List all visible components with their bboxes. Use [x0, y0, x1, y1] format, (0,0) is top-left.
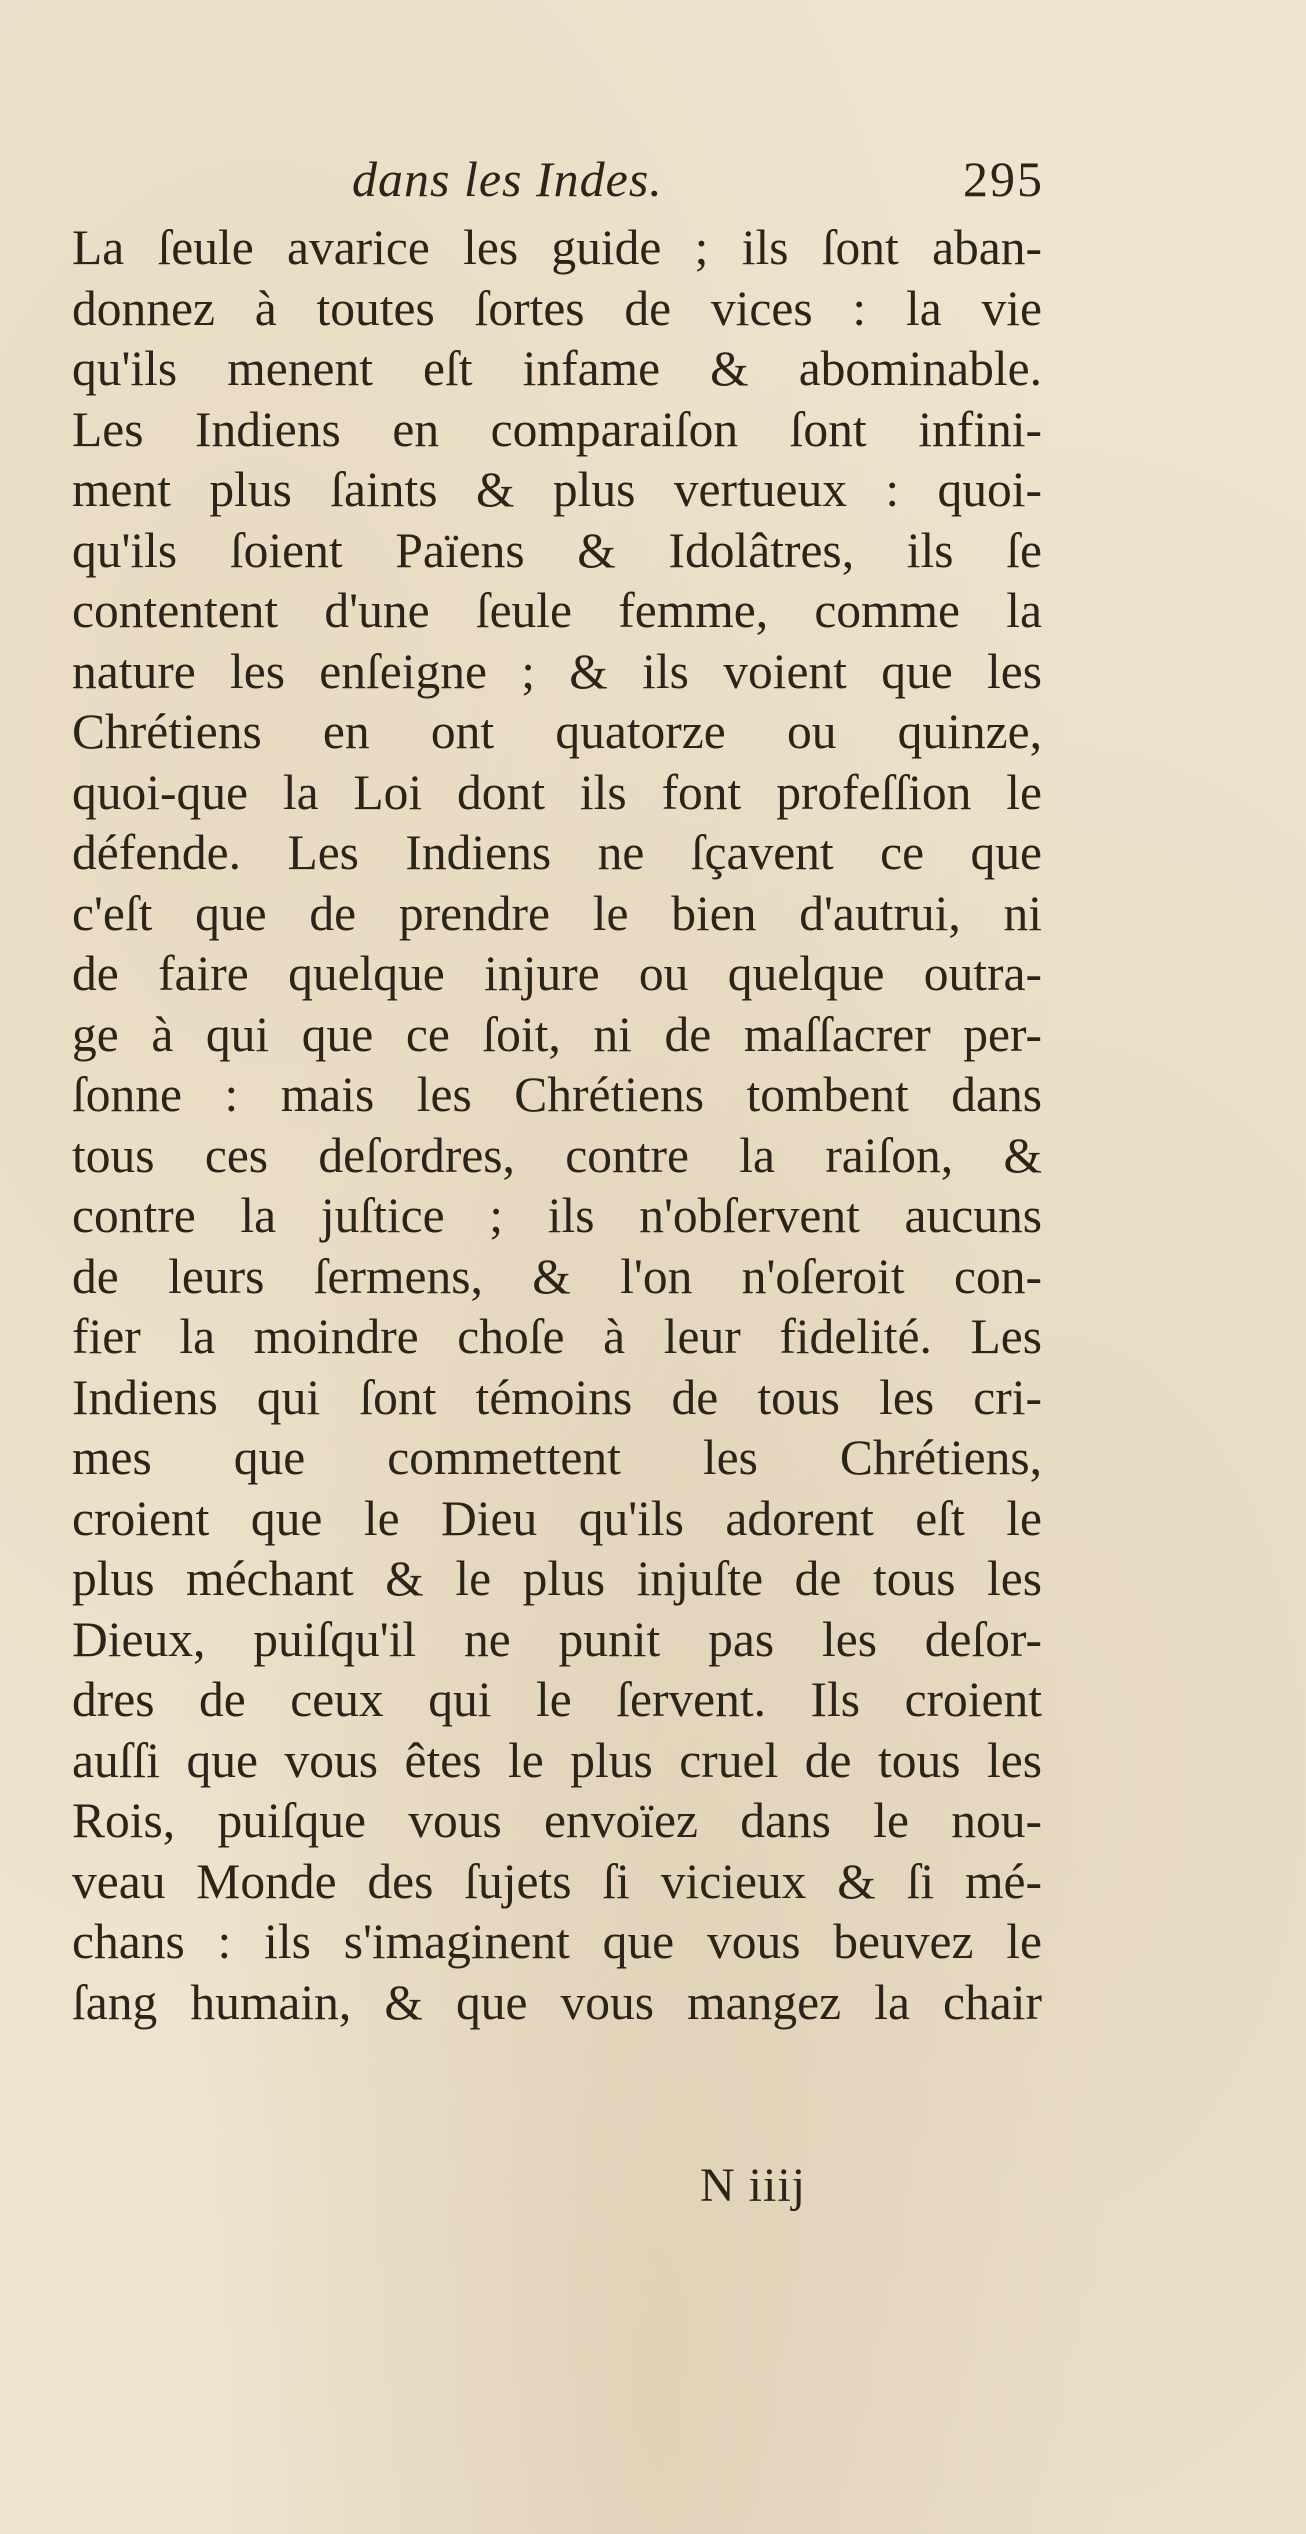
signature-mark: N iiij	[700, 2159, 807, 2212]
body-text	[72, 218, 1042, 2033]
text-line: ſonne : mais les Chrétiens tombent dans	[72, 1067, 1042, 1122]
running-title: dans les Indes.	[352, 151, 663, 207]
text-line: veau Monde des ſujets ſi vicieux & ſi mé-	[72, 1853, 1042, 1909]
text-line: mes que commettent les Chrétiens,	[72, 1430, 1042, 1485]
text-line: La ſeule avarice les guide ; ils ſont aban-	[72, 220, 1042, 275]
text-line: tous ces deſordres, contre la raiſon, &	[72, 1127, 1042, 1183]
text-line: auſſi que vous êtes le plus cruel de tous les	[72, 1732, 1042, 1788]
text-line: Les Indiens en comparaiſon ſont infini-	[72, 401, 1042, 457]
text-line: c'eſt que de prendre le bien d'autrui, ni	[72, 885, 1042, 941]
text-line: défende. Les Indiens ne ſçavent ce que	[72, 825, 1042, 880]
text-line: de leurs ſermens, & l'on n'oſeroit con-	[72, 1248, 1042, 1304]
text-line: ment plus ſaints & plus vertueux : quoi-	[72, 462, 1042, 517]
text-line: Dieux, puiſqu'il ne punit pas les deſor-	[72, 1611, 1042, 1667]
text-line: chans : ils s'imaginent que vous beuvez le	[72, 1914, 1042, 1969]
text-line: Indiens qui ſont témoins de tous les cri-	[72, 1369, 1042, 1425]
text-line: donnez à toutes ſortes de vices : la vie	[72, 280, 1042, 336]
text-line: ge à qui que ce ſoit, ni de maſſacrer per-	[72, 1006, 1042, 1062]
text-line: Rois, puiſque vous envoïez dans le nou-	[72, 1793, 1042, 1848]
text-line: qu'ils menent eſt infame & abominable.	[72, 341, 1042, 396]
text-line: nature les enſeigne ; & ils voient que les	[72, 643, 1042, 699]
text-line: ſang humain, & que vous mangez la chair	[72, 1974, 1042, 2030]
text-line: Chrétiens en ont quatorze ou quinze,	[72, 704, 1042, 759]
text-line: contentent d'une ſeule femme, comme la	[72, 583, 1042, 638]
text-line: quoi-que la Loi dont ils font profeſſion le	[72, 764, 1042, 820]
text-line: fier la moindre choſe à leur fidelité. Les	[72, 1309, 1042, 1364]
text-line: de faire quelque injure ou quelque outra-	[72, 946, 1042, 1001]
text-line: plus méchant & le plus injuſte de tous les	[72, 1551, 1042, 1606]
text-line: qu'ils ſoient Païens & Idolâtres, ils ſe	[72, 522, 1042, 578]
text-line: dres de ceux qui le ſervent. Ils croient	[72, 1672, 1042, 1727]
running-head	[74, 150, 1044, 220]
text-line: croient que le Dieu qu'ils adorent eſt le	[72, 1490, 1042, 1546]
text-line: contre la juſtice ; ils n'obſervent aucuns	[72, 1188, 1042, 1243]
page-number: 295	[963, 151, 1044, 207]
